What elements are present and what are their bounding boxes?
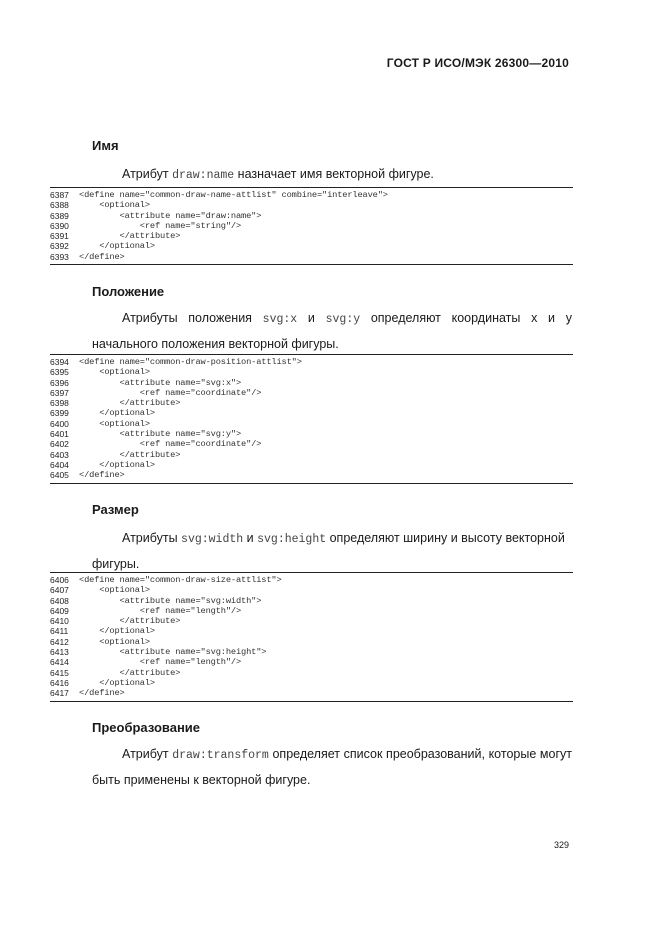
code-line (50, 647, 573, 657)
code-line (50, 439, 573, 449)
line-number: 6409 (50, 605, 69, 616)
code-text: </define> (79, 251, 125, 262)
code-text: </optional> (79, 626, 155, 637)
code-line (50, 252, 573, 262)
code-text: <attribute name="svg:width"> (79, 595, 262, 606)
code-line (50, 200, 573, 210)
line-number: 6405 (50, 470, 69, 481)
line-number: 6406 (50, 575, 69, 585)
code-line (50, 357, 573, 367)
code-text: <ref name="length"/> (79, 605, 242, 616)
para-code-term: svg:width (181, 533, 244, 546)
code-text: <define name="common-draw-size-attlist"> (79, 575, 282, 585)
para-code-term: svg:y (325, 313, 361, 326)
line-number: 6413 (50, 647, 69, 658)
line-number: 6410 (50, 616, 69, 627)
code-text: <ref name="string"/> (79, 220, 242, 231)
para-text: определяют координаты x и y начального положения векторной фигуры. (92, 311, 572, 351)
code-line (50, 221, 573, 231)
line-number: 6415 (50, 667, 69, 678)
code-text: <optional> (79, 636, 150, 647)
section-title-position: Положение (92, 284, 165, 299)
code-text: <ref name="coordinate"/> (79, 439, 262, 450)
para-text: назначает имя векторной фигуре. (234, 167, 434, 181)
line-number: 6416 (50, 677, 69, 688)
line-number: 6411 (50, 626, 69, 637)
code-text: </attribute> (79, 667, 181, 678)
para-code-term: svg:height (257, 533, 327, 546)
line-number: 6388 (50, 200, 69, 211)
para-text: и (297, 311, 326, 325)
line-number: 6390 (50, 220, 69, 231)
code-text: <optional> (79, 367, 150, 378)
para-code-term: draw:name (172, 169, 235, 182)
code-line (50, 606, 573, 616)
code-line (50, 419, 573, 429)
line-number: 6393 (50, 251, 69, 262)
code-text: <attribute name="svg:x"> (79, 377, 242, 388)
para-text: Атрибут (122, 747, 173, 761)
line-number: 6417 (50, 688, 69, 699)
line-number: 6387 (50, 190, 69, 200)
page-number: 329 (553, 840, 569, 850)
code-line (50, 626, 573, 636)
section-paragraph-transform (92, 742, 572, 793)
code-text: <attribute name="svg:height"> (79, 647, 267, 658)
para-text: определяет список преобразований, которые могут быть применены к векторной фигуре. (92, 747, 572, 787)
line-number: 6412 (50, 636, 69, 647)
code-text: </attribute> (79, 616, 181, 627)
code-text: </define> (79, 688, 125, 699)
code-text: </optional> (79, 677, 155, 688)
code-line (50, 450, 573, 460)
code-text: </attribute> (79, 398, 181, 409)
section-title-size: Размер (92, 502, 139, 517)
section-title-name: Имя (92, 138, 119, 153)
code-text: </attribute> (79, 449, 181, 460)
code-line (50, 190, 573, 200)
para-text: и (243, 531, 258, 545)
code-line (50, 688, 573, 698)
code-line (50, 460, 573, 470)
line-number: 6396 (50, 377, 69, 388)
line-number: 6397 (50, 387, 69, 398)
code-text: <define name="common-draw-name-attlist" combine="interleave"> (79, 190, 388, 200)
line-number: 6407 (50, 585, 69, 596)
section-title-transform: Преобразование (92, 720, 201, 735)
line-number: 6391 (50, 231, 69, 242)
line-number: 6400 (50, 418, 69, 429)
code-line (50, 637, 573, 647)
para-text: определяют ширину и высоту векторной фигуры. (92, 531, 565, 571)
line-number: 6399 (50, 408, 69, 419)
line-number: 6402 (50, 439, 69, 450)
code-text: <optional> (79, 200, 150, 211)
line-number: 6401 (50, 429, 69, 440)
section-paragraph-position (92, 306, 572, 357)
para-code-term: svg:x (262, 313, 298, 326)
code-line (50, 378, 573, 388)
code-line (50, 241, 573, 251)
code-line (50, 429, 573, 439)
line-number: 6398 (50, 398, 69, 409)
code-line (50, 367, 573, 377)
code-text: <optional> (79, 585, 150, 596)
code-text: </optional> (79, 459, 155, 470)
code-text: <attribute name="svg:y"> (79, 429, 242, 440)
code-line (50, 678, 573, 688)
code-text: <attribute name="draw:name"> (79, 210, 262, 221)
code-text: </optional> (79, 408, 155, 419)
code-text: <ref name="length"/> (79, 657, 242, 668)
code-line (50, 575, 573, 585)
code-line (50, 398, 573, 408)
line-number: 6408 (50, 595, 69, 606)
code-line (50, 585, 573, 595)
line-number: 6394 (50, 357, 69, 367)
code-listing-position (50, 354, 573, 484)
line-number: 6392 (50, 241, 69, 252)
code-line (50, 211, 573, 221)
line-number: 6414 (50, 657, 69, 668)
code-text: <ref name="coordinate"/> (79, 387, 262, 398)
code-text: <optional> (79, 418, 150, 429)
code-line (50, 388, 573, 398)
line-number: 6403 (50, 449, 69, 460)
line-number: 6395 (50, 367, 69, 378)
para-code-term: draw:transform (172, 749, 269, 762)
line-number: 6389 (50, 210, 69, 221)
line-number: 6404 (50, 459, 69, 470)
code-line (50, 616, 573, 626)
code-line (50, 470, 573, 480)
code-line (50, 231, 573, 241)
code-line (50, 657, 573, 667)
para-text: Атрибуты (122, 531, 182, 545)
code-listing-size (50, 572, 573, 702)
code-listing-name (50, 187, 573, 265)
document-header: ГОСТ Р ИСО/МЭК 26300—2010 (386, 56, 569, 70)
section-paragraph-name (92, 162, 572, 188)
code-text: <define name="common-draw-position-attlist"> (79, 357, 302, 367)
section-paragraph-size (92, 526, 572, 577)
para-text: Атрибут (122, 167, 173, 181)
code-text: </define> (79, 470, 125, 481)
code-line (50, 408, 573, 418)
code-line (50, 596, 573, 606)
code-text: </attribute> (79, 231, 181, 242)
code-text: </optional> (79, 241, 155, 252)
para-text: Атрибуты положения (122, 311, 263, 325)
code-line (50, 668, 573, 678)
